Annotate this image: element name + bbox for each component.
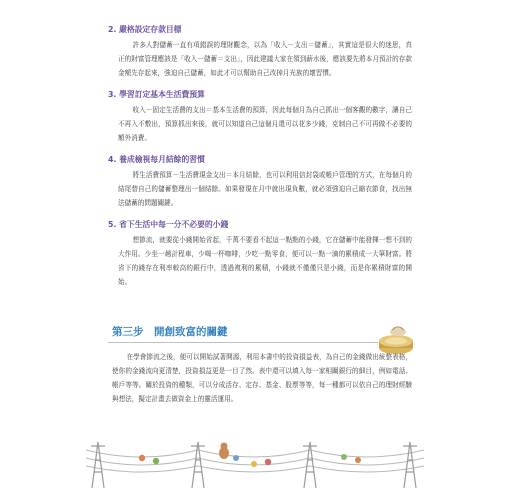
section-body: 將生活費預算－生活費現金支出＝本月結餘，也可以利用信封袋或帳戶管理的方式，在每個月的結尾替自己的儲蓄整理出一個結餘。如果發現在月中就出現負數，就必須強迫自己縮衣節食，找出無法儲蓄的問題關鍵。 [118, 171, 412, 207]
step-heading [108, 322, 412, 344]
birds-on-wires-illustration [82, 428, 428, 488]
section-living-budget [108, 89, 412, 145]
section-body: 許多人對儲蓄一直有項錯誤的理財觀念，以為「收入－支出＝儲蓄」，其實這是很大的迷思，真正的財富管理應該是「收入－儲蓄＝支出」，因此建議大家在領到薪水後，應該要先將本月預計的存款金額先存起來，強迫自己儲蓄，如此才可以幫助自己改掉月光族的壞習慣。 [118, 41, 412, 77]
section-monthly-balance [108, 154, 412, 210]
section-title: 5. 省下生活中每一分不必要的小錢 [108, 220, 229, 229]
section-title: 3. 學習訂定基本生活費預算 [108, 90, 205, 99]
section-small-savings [108, 219, 412, 289]
section-list [108, 24, 412, 298]
section-savings-goal [108, 24, 412, 80]
section-body: 收入－固定生活費的支出＝基本生活費的預算，因此每個月為自己抓出一個客觀的數字，讓自己不再入不敷出，預算抓出來後，就可以知道自己這個月還可以花多少錢，克制自己不可再做不必要的額外消費。 [118, 106, 412, 142]
section-title: 4. 養成檢視每月結餘的習慣 [108, 155, 205, 164]
step-title: 第三步 開創致富的關鍵 [112, 326, 228, 338]
step-intro: 在學會節流之後，便可以開始試著開源，利用本書中的投資損益表，為自己的金錢做出統整表格，使你的金錢流向更清楚，投資損益更是一目了然。表中還可以填入每一家相關銀行的細目，例如電話、帳戶等等。關於投資的種類，可以分成活存、定存、基金、股票等等，每一種都可以依自己的理財經驗與想法，擬定計畫去做資金上的靈活運用。 [112, 353, 412, 403]
section-title: 2. 嚴格設定存款目標 [108, 25, 182, 34]
section-body: 想節流，就要從小錢開始省起，千萬不要看不起這一點點的小錢，它在儲蓄中能發揮一想不到的大作用。少坐一趟計程車，少喝一杯咖啡，少吃一點零食，便可以一點一滴的累積成一大筆財富。將省下的錢存在利率較高的銀行中，透過複利的累積，小錢就不僅僅只是小錢，而是你累積財富的開始。 [118, 236, 412, 286]
step-divider [108, 342, 378, 343]
